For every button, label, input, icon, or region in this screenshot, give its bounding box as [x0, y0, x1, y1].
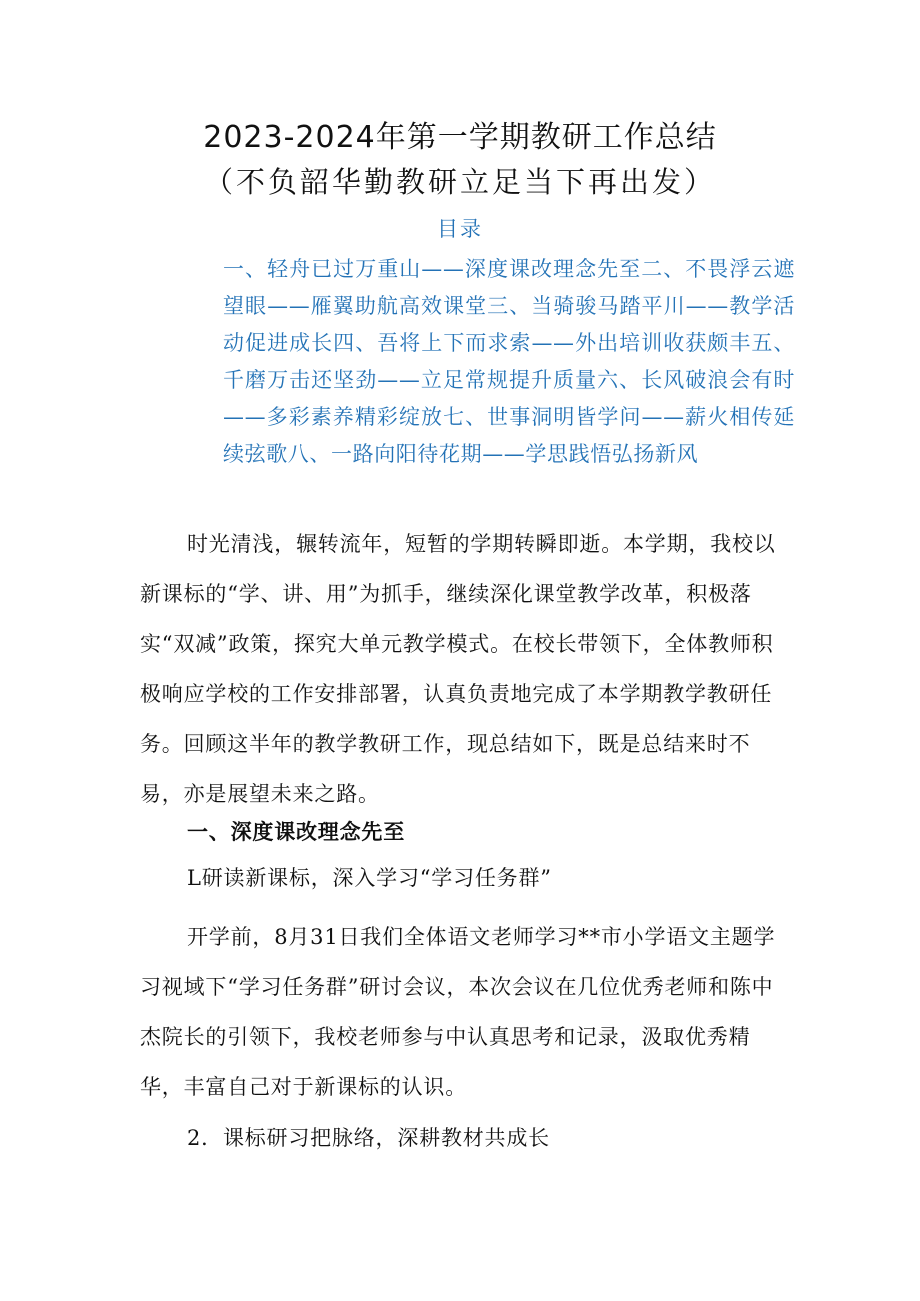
section-1-item-2-heading: 2．课标研习把脉络，深耕教材共成长 — [187, 1126, 550, 1150]
intro-paragraph: 时光清浅，辗转流年，短暂的学期转瞬即逝。本学期，我校以新课标的“学、讲、用”为抓手，继续深化课堂教学改革，积极落实“双减”政策，探究大单元教学模式。在校长带领下，全体教师积极响应学校的工作安排部署，认真负责地完成了本学期教学教研任务。回顾这半年的教学教研工作，现总结如下，既是总结来时不易，亦是展望未来之路。 — [140, 532, 776, 806]
document-title: 2023-2024年第一学期教研工作总结 — [203, 120, 717, 155]
toc-entries[interactable]: 一、轻舟已过万重山——深度课改理念先至二、不畏浮云遮望眼——雁翼助航高效课堂三、当骑骏马踏平川——教学活动促进成长四、吾将上下而求索——外出培训收获颇丰五、千磨万击还坚劲——立足常规提升质量六、长风破浪会有时——多彩素养精彩绽放七、世事洞明皆学问——薪火相传延续弦歌八、一路向阳待花期——学思践悟弘扬新风 — [223, 257, 795, 466]
document-subtitle: （不负韶华勤教研立足当下再出发） — [203, 165, 716, 199]
section-1-heading: 一、深度课改理念先至 — [187, 820, 405, 844]
section-1-item-1-paragraph: 开学前，8月31日我们全体语文老师学习**市小学语文主题学习视域下“学习任务群”研讨会议，本次会议在几位优秀老师和陈中杰院长的引领下，我校老师参与中认真思考和记录，汲取优秀精华，丰富自己对于新课标的认识。 — [140, 925, 776, 1099]
toc-heading[interactable]: 目录 — [437, 217, 483, 241]
section-1-item-1-heading: L研读新课标，深入学习“学习任务群” — [187, 866, 552, 890]
